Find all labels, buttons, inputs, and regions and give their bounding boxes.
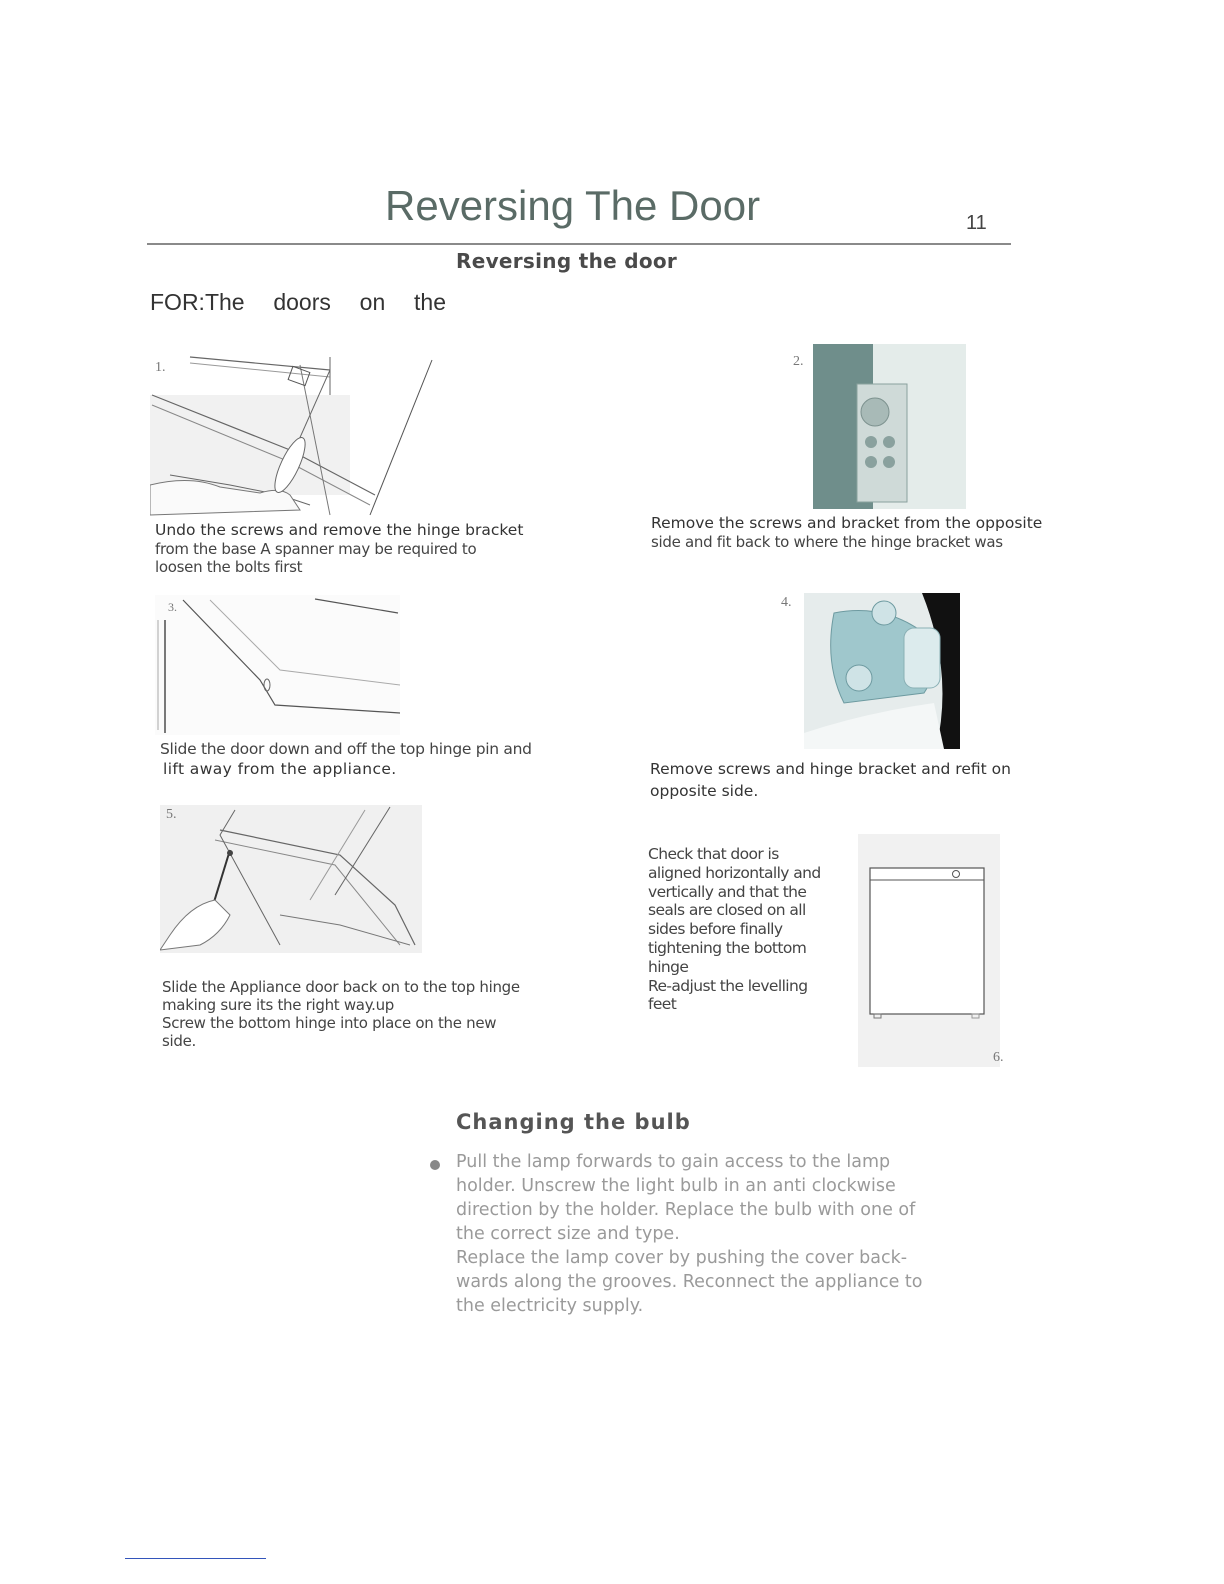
- caption-line: side and fit back to where the hinge bracket was: [651, 533, 1003, 551]
- bulb-line: the electricity supply.: [456, 1296, 644, 1316]
- step-2-photo: [813, 344, 966, 509]
- caption-line: loosen the bolts first: [155, 558, 303, 576]
- page-number: 11: [966, 212, 987, 234]
- step-2-caption: [651, 514, 1101, 551]
- caption-line: Undo the screws and remove the hinge bracket: [155, 521, 524, 539]
- caption-line: tightening the bottom: [648, 938, 807, 957]
- caption-line: seals are closed on all: [648, 901, 806, 920]
- caption-line: hinge: [648, 957, 689, 976]
- bulb-line: Pull the lamp forwards to gain access to the lamp: [456, 1152, 891, 1172]
- step-5-caption: [162, 978, 592, 1050]
- page-title: Reversing The Door: [385, 182, 761, 229]
- caption-line: from the base A spanner may be required to: [155, 540, 477, 558]
- caption-line: Check that door is: [648, 845, 779, 863]
- step-3-label: 3.: [168, 600, 177, 614]
- step-6-label: 6.: [993, 1050, 1004, 1065]
- caption-line: aligned horizontally and: [648, 863, 821, 882]
- bulb-line: Replace the lamp cover by pushing the cover back-: [456, 1248, 908, 1268]
- footnote-divider: [125, 1558, 266, 1559]
- caption-line: lift away from the appliance.: [163, 760, 397, 778]
- step-4-caption: [650, 758, 1090, 802]
- caption-line: side.: [162, 1032, 197, 1050]
- bulb-section-title: Changing the bulb: [456, 1110, 691, 1134]
- bulb-line: direction by the holder. Replace the bulb with one of: [456, 1200, 916, 1220]
- step-1-caption: [155, 521, 585, 576]
- caption-line: sides before finally: [648, 920, 783, 939]
- step-1-illustration: [150, 355, 435, 520]
- caption-line: vertically and that the: [648, 882, 807, 901]
- step-2-label: 2.: [793, 354, 804, 369]
- step-3-caption: [160, 739, 590, 779]
- step-4-photo: [804, 593, 960, 749]
- caption-line: Screw the bottom hinge into place on the new: [162, 1014, 497, 1032]
- caption-line: making sure its the right way.up: [162, 996, 395, 1014]
- caption-line: Slide the Appliance door back on to the top hinge: [162, 978, 520, 996]
- step-4-label: 4.: [781, 595, 792, 610]
- bulb-line: wards along the grooves. Reconnect the appliance to: [456, 1272, 923, 1292]
- caption-line: Slide the door down and off the top hinge pin and: [160, 740, 532, 758]
- caption-line: opposite side.: [650, 782, 759, 800]
- section-subtitle: Reversing the door: [456, 249, 678, 273]
- caption-line: Re-adjust the levelling: [648, 976, 808, 995]
- bulb-instructions: [456, 1150, 976, 1318]
- step-1-label: 1.: [155, 360, 166, 375]
- caption-line: Remove the screws and bracket from the opposite: [651, 514, 1043, 532]
- step-5-illustration: [160, 805, 422, 953]
- caption-line: Remove screws and hinge bracket and refit on: [650, 760, 1011, 778]
- step-5-label: 5.: [166, 807, 177, 822]
- for-line: FOR:The doors on the: [150, 289, 447, 315]
- caption-line: feet: [648, 995, 677, 1014]
- step-6-illustration: [858, 834, 1000, 1067]
- bulb-line: the correct size and type.: [456, 1224, 680, 1244]
- step-6-caption: [648, 845, 848, 1014]
- step-3-illustration: [155, 595, 400, 735]
- header-divider: [147, 243, 1011, 245]
- bulb-line: holder. Unscrew the light bulb in an anti clockwise: [456, 1176, 896, 1196]
- bullet-icon: [430, 1160, 440, 1170]
